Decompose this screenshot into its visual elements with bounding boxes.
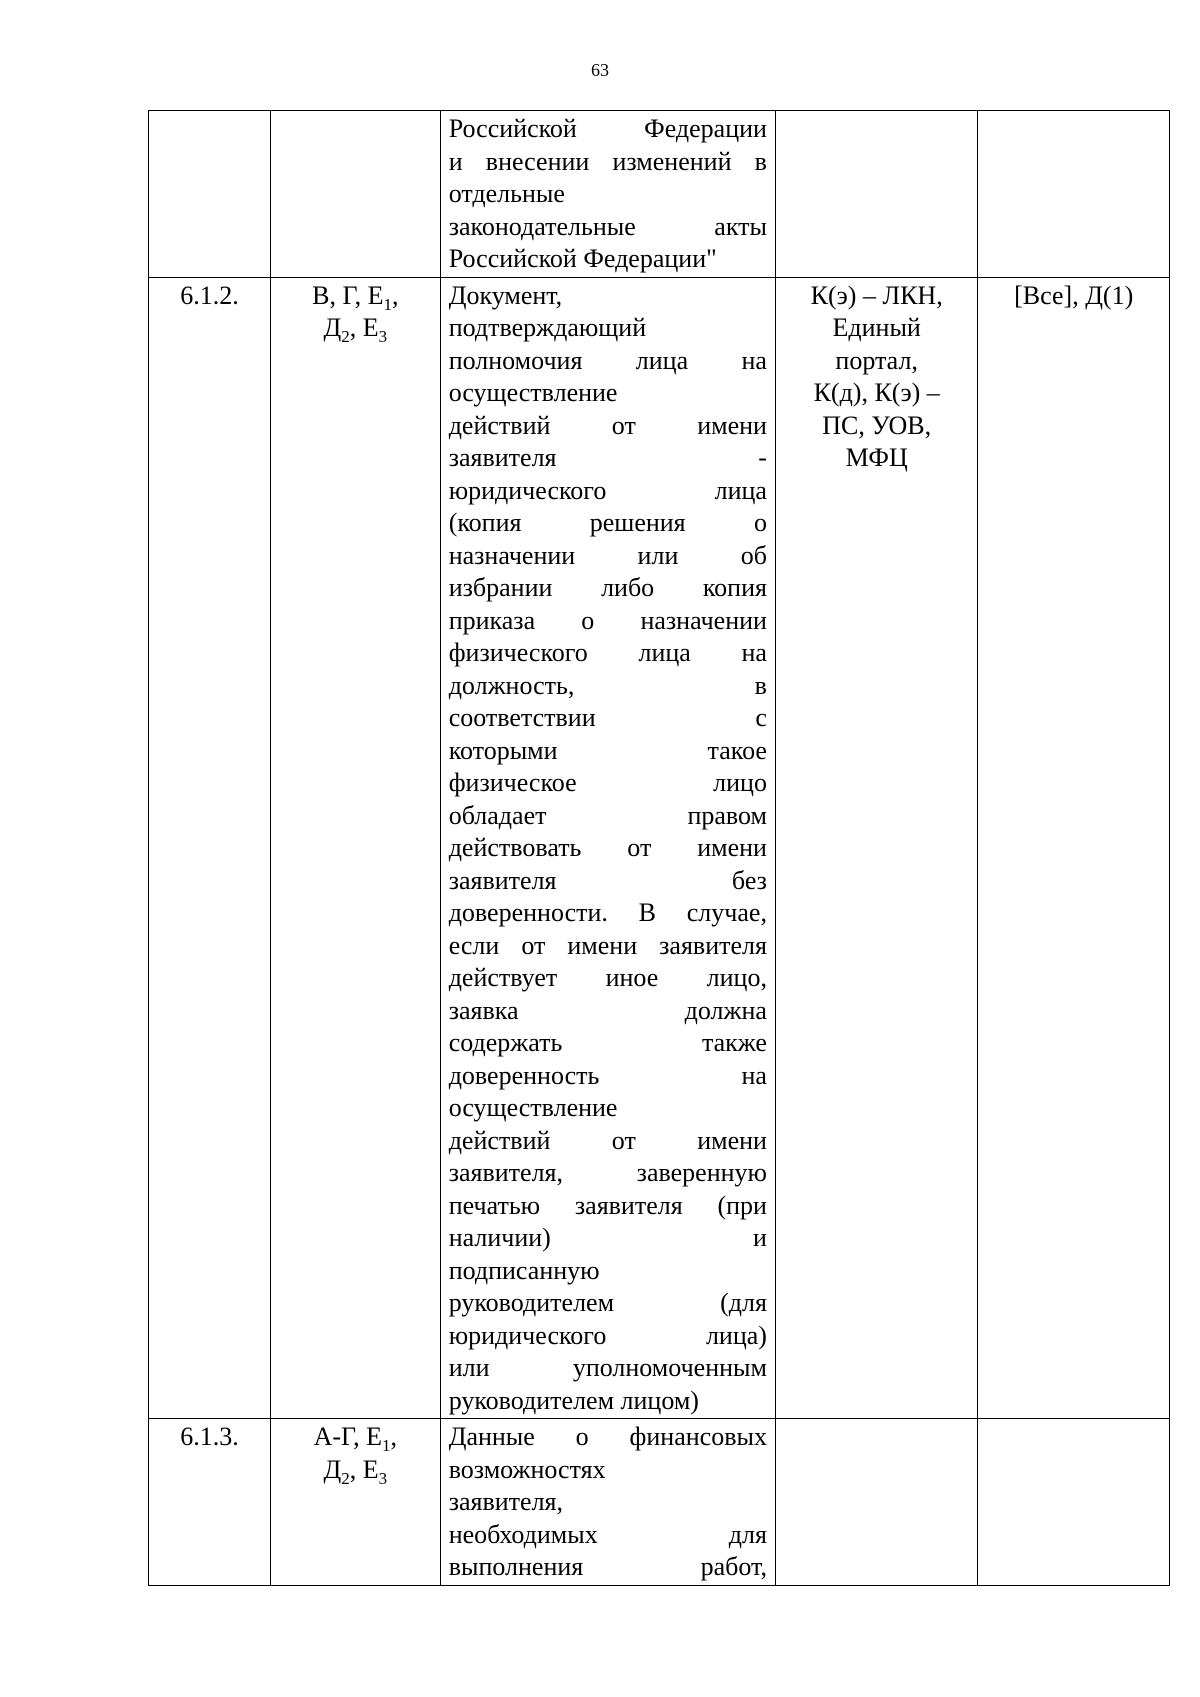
document-text-line: приказа о назначении (448, 605, 767, 635)
submission-method-line: Единый (832, 313, 921, 342)
document-text-line: действий от имени (448, 410, 767, 440)
document-text-line: Российской Федерации (448, 114, 767, 143)
row-number-cell (149, 111, 271, 278)
document-text-line: действовать от имени (448, 833, 767, 862)
document-text-line: которыми такое (448, 735, 767, 765)
document-text-line: Данные о финансовых (448, 1422, 767, 1451)
row-number-cell: 6.1.2. (149, 277, 271, 1419)
document-text-line: осуществление (448, 378, 618, 407)
document-text-line: юридического лица (448, 475, 767, 505)
usage-cell: [Все], Д(1) (978, 277, 1170, 1419)
table-row (149, 277, 1170, 1419)
document-text-line: наличии) и (448, 1223, 767, 1252)
document-text-line: юридического лица) (448, 1320, 767, 1350)
document-text-line: действует иное лицо, (448, 963, 767, 992)
document-text-line: необходимых для (448, 1519, 767, 1549)
page-number: 63 (591, 60, 609, 80)
submission-method-line: К(д), К(э) – (813, 378, 940, 407)
document-text-line: заявителя, заверенную (448, 1158, 767, 1187)
document-text-line: подписанную (448, 1255, 600, 1285)
document-text-line: полномочия лица на (448, 345, 767, 375)
row-number-cell: 6.1.3. (149, 1419, 271, 1586)
applicant-category-cell (270, 111, 440, 278)
submission-method-cell (775, 111, 977, 278)
requirements-table (148, 110, 1170, 1586)
document-text-line: или уполномоченным (448, 1353, 767, 1382)
document-text-line: заявителя, (448, 1487, 563, 1516)
usage-cell (978, 111, 1170, 278)
document-text-line: руководителем (для (448, 1288, 767, 1317)
document-text-line: отдельные (448, 179, 565, 208)
document-text-line: руководителем лицом) (448, 1385, 699, 1415)
document-description-cell (440, 277, 775, 1419)
document-description-cell (440, 1419, 775, 1586)
document-text-line: Российской Федерации" (448, 244, 717, 273)
document-text-line: доверенности. В случае, (448, 898, 767, 927)
submission-method-cell (775, 1419, 977, 1586)
submission-method-line: ПС, УОВ, (822, 410, 932, 440)
document-text-line: заявителя без (448, 865, 767, 895)
document-text-line: Документ, (448, 280, 563, 310)
document-text-line: заявка должна (448, 995, 767, 1025)
submission-method-line: портал, (835, 345, 918, 375)
document-text-line: избрании либо копия (448, 573, 767, 602)
document-text-line: если от имени заявителя (448, 930, 767, 960)
document-text-line: подтверждающий (448, 313, 647, 342)
document-text-line: физического лица на (448, 638, 767, 667)
table-row (149, 1419, 1170, 1586)
applicant-category-cell: В, Г, $Е_1$, $Д_2$, $Е_3$ (270, 277, 440, 1419)
document-text-line: выполнения работ, (448, 1552, 767, 1581)
submission-method-line: МФЦ (845, 443, 908, 472)
submission-method-cell (775, 277, 977, 1419)
document-text-line: доверенность на (448, 1060, 767, 1090)
document-text-line: печатью заявителя (при (448, 1190, 767, 1220)
document-text-line: должность, в (448, 670, 767, 700)
submission-method-line: К(э) – ЛКН, (810, 280, 943, 310)
document-text-line: и внесении изменений в (448, 146, 767, 176)
applicant-category-cell: А-Г, $Е_1$, $Д_2$, $Е_3$ (270, 1419, 440, 1586)
document-text-line: осуществление (448, 1093, 618, 1122)
document-text-line: действий от имени (448, 1125, 767, 1155)
document-description-cell (440, 111, 775, 278)
usage-cell (978, 1419, 1170, 1586)
document-text-line: назначении или об (448, 540, 767, 570)
document-text-line: соответствии с (448, 703, 767, 732)
document-text-line: законодательные акты (448, 211, 767, 241)
document-text-line: содержать также (448, 1028, 767, 1057)
document-text-line: заявителя - (448, 443, 767, 472)
document-text-line: (копия решения о (448, 508, 767, 537)
document-text-line: обладает правом (448, 800, 767, 830)
document-text-line: физическое лицо (448, 768, 767, 797)
table-row (149, 111, 1170, 278)
document-text-line: возможностях (448, 1454, 606, 1484)
